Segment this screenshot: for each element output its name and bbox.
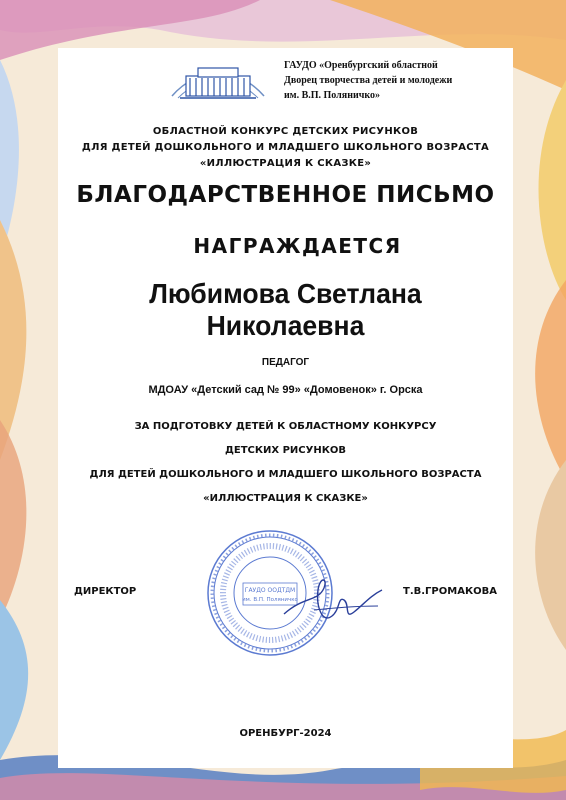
contest-line-3: «ИЛЛЮСТРАЦИЯ К СКАЗКЕ» — [199, 158, 372, 169]
letter-sheet — [58, 48, 513, 768]
award-reason — [58, 415, 513, 511]
reason-line-4: «ИЛЛЮСТРАЦИЯ К СКАЗКЕ» — [203, 493, 368, 504]
director-role: ДИРЕКТОР — [74, 586, 137, 597]
organization-line-2: Дворец творчества детей и молодежи — [284, 75, 453, 86]
director-name: Т.В.ГРОМАКОВА — [403, 586, 497, 597]
reason-line-3: ДЛЯ ДЕТЕЙ ДОШКОЛЬНОГО И МЛАДШЕГО ШКОЛЬНОГО ВОЗРАСТА — [89, 469, 482, 480]
awarded-label: НАГРАЖДАЕТСЯ — [193, 234, 402, 258]
reason-line-1: ЗА ПОДГОТОВКУ ДЕТЕЙ К ОБЛАСТНОМУ КОНКУРСУ — [134, 421, 437, 432]
reason-line-2: ДЕТСКИХ РИСУНКОВ — [224, 445, 347, 456]
stamp-center-line-2: им. В.П. Поляничко — [242, 597, 298, 603]
recipient-surname-name: Любимова Светлана — [149, 278, 422, 309]
palace-logo-icon — [168, 56, 268, 102]
contest-line-1: ОБЛАСТНОЙ КОНКУРС ДЕТСКИХ РИСУНКОВ — [152, 126, 419, 137]
recipient-name — [69, 278, 501, 342]
contest-heading — [58, 124, 513, 172]
organization-line-3: им. В.П. Поляничко» — [284, 90, 380, 101]
recipient-position: ПЕДАГОГ — [261, 357, 310, 368]
stamp-center-line-1: ГАУДО ООДТДМ — [244, 587, 296, 594]
document-title: БЛАГОДАРСТВЕННОЕ ПИСЬМО — [76, 182, 495, 208]
recipient-institution: МДОАУ «Детский сад № 99» «Домовенок» г. Орска — [148, 384, 423, 396]
footer-city-year: ОРЕНБУРГ-2024 — [239, 728, 332, 739]
organization-line-1: ГАУДО «Оренбургский областной — [284, 60, 438, 71]
organization-name — [284, 58, 494, 103]
signature-icon — [274, 566, 394, 636]
contest-line-2: ДЛЯ ДЕТЕЙ ДОШКОЛЬНОГО И МЛАДШЕГО ШКОЛЬНОГО ВОЗРАСТА — [81, 142, 490, 153]
recipient-patronymic: Николаевна — [206, 310, 365, 341]
